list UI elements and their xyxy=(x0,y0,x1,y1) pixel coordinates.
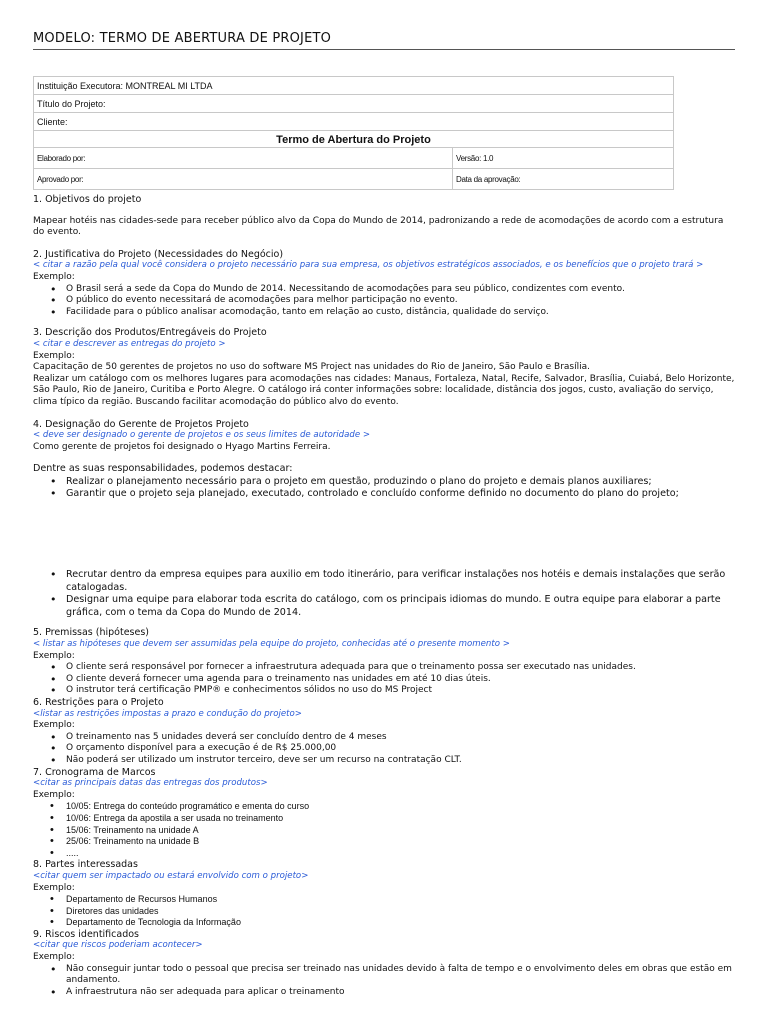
list-item: • O instrutor terá certificação PMP® e conhecimentos sólidos no uso do MS Project xyxy=(66,685,735,697)
section-3-line2: Realizar um catálogo com os melhores lugares para acomodações nas cidades: Manaus, Fortaleza, Natal, Recife, Salvador, Brasília, Cuiabá, Belo Horizonte, São Paulo, Rio de Janeiro, Curitiba e Porto Alegre. O catálogo irá conter informações sobre: localidade, distância dos jogos, custo, avaliação do serviço, clima típico da região. Buscando facilitar acomodação do público alvo do evento. xyxy=(33,373,735,407)
list-item: • Não conseguir juntar todo o pessoal que precisa ser treinado nas unidades devido à falta de tempo e o envolvimento deles em obras que estão em andamento. xyxy=(66,964,735,987)
elaborado-cell: Elaborado por: xyxy=(34,148,453,169)
list-item: • Departamento de Tecnologia da Informação xyxy=(66,917,735,929)
section-7-list xyxy=(33,801,735,859)
section-9-heading: 9. Riscos identificados xyxy=(33,928,139,940)
section-3-label: Exemplo: xyxy=(33,350,75,361)
aprovado-cell: Aprovado por: xyxy=(34,169,453,190)
section-3-line1: Capacitação de 50 gerentes de projetos no uso do software MS Project nas unidades do Rio de Janeiro, São Paulo e Brasília. xyxy=(33,362,590,373)
section-4-list-a xyxy=(33,476,735,501)
list-item: • Não poderá ser utilizado um instrutor terceiro, deve ser um recurso na contratação CLT. xyxy=(66,755,735,767)
titulo-cell: Título do Projeto: xyxy=(34,95,674,113)
list-item: • Departamento de Recursos Humanos xyxy=(66,894,735,906)
list-item: • Facilidade para o público analisar acomodação, tanto em relação ao custo, distância, qualidade do serviço. xyxy=(66,307,735,319)
versao-cell: Versão: 1.0 xyxy=(453,148,674,169)
section-7-heading: 7. Cronograma de Marcos xyxy=(33,766,156,778)
section-6-hint: <listar as restrições impostas a prazo e condução do projeto> xyxy=(33,708,302,719)
section-6-list xyxy=(33,732,735,767)
section-7-label: Exemplo: xyxy=(33,789,75,800)
section-3-hint: < citar e descrever as entregas do projeto > xyxy=(33,338,226,349)
list-item: • 10/05: Entrega do conteúdo programático e ementa do curso xyxy=(66,801,735,813)
document-title: MODELO: TERMO DE ABERTURA DE PROJETO xyxy=(33,31,735,50)
list-item: • Recrutar dentro da empresa equipes para auxilio em todo itinerário, para verificar instalações nos hotéis e demais instalações que serão catalogadas. xyxy=(66,569,735,594)
termo-heading: Termo de Abertura do Projeto xyxy=(34,131,674,148)
list-item: • Designar uma equipe para elaborar toda escrita do catálogo, com os principais idiomas do mundo. E outra equipe para elaborar a parte gráfica, com o tema da Copa do Mundo de 2014. xyxy=(66,594,735,619)
list-item: • O Brasil será a sede da Copa do Mundo de 2014. Necessitando de acomodações para seu público, condizentes com evento. xyxy=(66,284,735,296)
list-item: • Diretores das unidades xyxy=(66,906,735,918)
list-item: • 25/06: Treinamento na unidade B xyxy=(66,836,735,848)
list-item: • 15/06: Treinamento na unidade A xyxy=(66,825,735,837)
section-1-text: Mapear hotéis nas cidades-sede para receber público alvo da Copa do Mundo de 2014, padronizando a rede de acomodações de acordo com a estrutura do evento. xyxy=(33,215,724,238)
section-7-hint: <citar as principais datas das entregas dos produtos> xyxy=(33,778,268,789)
list-item: • O cliente será responsável por fornecer a infraestrutura adequada para que o treinamento possa ser executado nas unidades. xyxy=(66,662,735,674)
section-4-heading: 4. Designação do Gerente de Projetos Projeto xyxy=(33,418,249,430)
section-2-label: Exemplo: xyxy=(33,271,75,282)
list-item: • A infraestrutura não ser adequada para aplicar o treinamento xyxy=(66,987,735,999)
section-9-list xyxy=(33,964,735,999)
document-body xyxy=(33,194,735,998)
section-5-hint: < listar as hipóteses que devem ser assumidas pela equipe do projeto, conhecidas até o presente momento > xyxy=(33,639,510,650)
section-2-list xyxy=(33,284,735,319)
section-4-intro: Dentre as suas responsabilidades, podemos destacar: xyxy=(33,463,293,475)
section-9-hint: <citar que riscos poderiam acontecer> xyxy=(33,940,203,951)
section-5-list xyxy=(33,662,735,697)
list-item: • O orçamento disponível para a execução é de R$ 25.000,00 xyxy=(66,743,735,755)
instituicao-cell: Instituição Executora: MONTREAL MI LTDA xyxy=(34,77,674,95)
data-aprovacao-cell: Data da aprovação: xyxy=(453,169,674,190)
section-2-heading: 2. Justificativa do Projeto (Necessidades do Negócio) xyxy=(33,248,284,260)
project-info-table xyxy=(33,76,674,190)
list-item: • O treinamento nas 5 unidades deverá ser concluído dentro de 4 meses xyxy=(66,732,735,744)
section-8-hint: <citar quem ser impactado ou estará envolvido com o projeto> xyxy=(33,870,309,881)
list-item: • O cliente deverá fornecer uma agenda para o treinamento nas unidades em até 10 dias úteis. xyxy=(66,674,735,686)
section-6-heading: 6. Restrições para o Projeto xyxy=(33,697,164,708)
section-9-label: Exemplo: xyxy=(33,952,75,963)
section-2-hint: < citar a razão pela qual você considera o projeto necessário para sua empresa, os objetivos estratégicos associados, e os benefícios que o projeto trará > xyxy=(33,260,704,271)
section-4-hint: < deve ser designado o gerente de projetos e os seus limites de autoridade > xyxy=(33,430,371,441)
section-5-label: Exemplo: xyxy=(33,650,75,661)
list-item: • Realizar o planejamento necessário para o projeto em questão, produzindo o plano do projeto e demais planos auxiliares; xyxy=(66,476,735,489)
section-4-list-b xyxy=(33,569,735,619)
section-4-line: Como gerente de projetos foi designado o Hyago Martins Ferreira. xyxy=(33,441,331,452)
cliente-cell: Cliente: xyxy=(34,113,674,131)
section-6-label: Exemplo: xyxy=(33,720,75,731)
list-item: • 10/06: Entrega da apostila a ser usada no treinamento xyxy=(66,813,735,825)
section-3-heading: 3. Descrição dos Produtos/Entregáveis do Projeto xyxy=(33,327,267,339)
section-1-heading: 1. Objetivos do projeto xyxy=(33,194,142,205)
section-8-label: Exemplo: xyxy=(33,882,75,893)
list-item: • O público do evento necessitará de acomodações para melhor participação no evento. xyxy=(66,295,735,307)
list-item: • Garantir que o projeto seja planejado, executado, controlado e concluído conforme definido no documento do plano do projeto; xyxy=(66,488,735,501)
section-5-heading: 5. Premissas (hipóteses) xyxy=(33,627,149,639)
section-8-list xyxy=(33,894,735,929)
section-8-heading: 8. Partes interessadas xyxy=(33,859,138,871)
list-item: • ..... xyxy=(66,848,735,860)
